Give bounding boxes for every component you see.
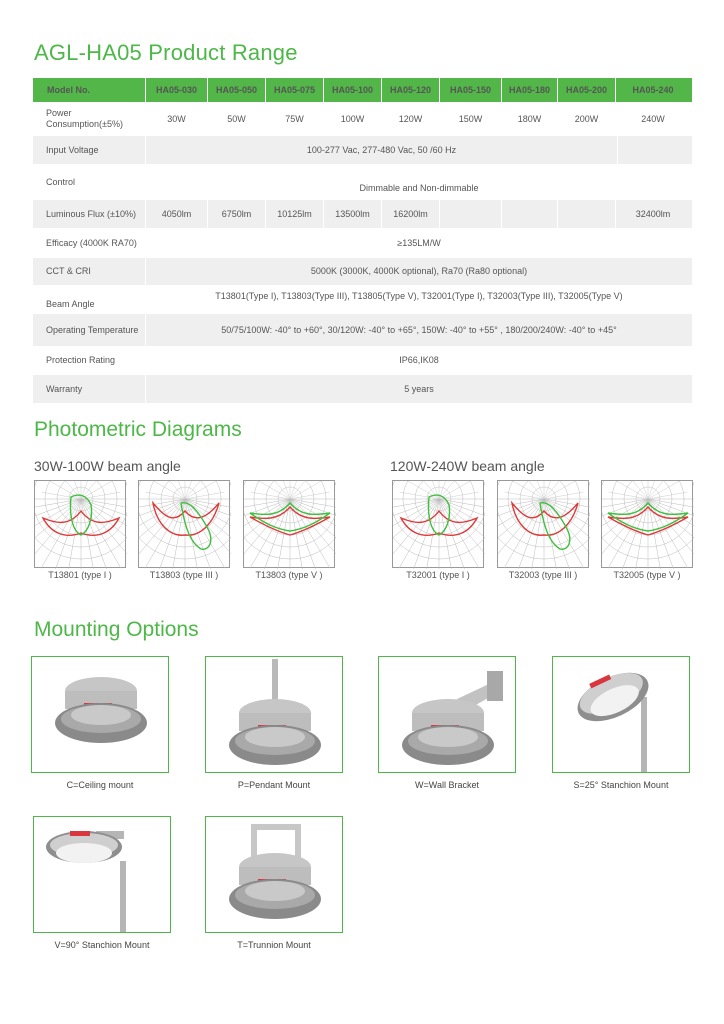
page-title: AGL-HA05 Product Range — [34, 40, 298, 65]
table-cell: 50W — [208, 102, 266, 136]
polar-diagram — [34, 480, 126, 568]
table-row — [33, 102, 692, 136]
mounting-caption: W=Wall Bracket — [415, 780, 479, 790]
table-cell: 120W — [382, 102, 440, 136]
grid-line — [393, 499, 439, 550]
header-cell: HA05-050 — [208, 78, 266, 102]
table-row — [33, 136, 692, 164]
light-fixture-image — [206, 657, 343, 773]
grid-line — [648, 481, 674, 499]
grid-line — [648, 499, 694, 550]
table-row — [33, 285, 692, 314]
grid-line — [81, 481, 116, 499]
table-cell: 6750lm — [208, 200, 266, 228]
grid-line — [35, 499, 81, 560]
grid-line — [46, 481, 81, 499]
grid-line — [290, 481, 325, 499]
table-row — [33, 200, 692, 228]
table-cell: 16200lm — [382, 200, 440, 228]
grid-line — [35, 499, 81, 550]
photometric-title: Photometric Diagrams — [34, 418, 242, 441]
diagram-caption: T13801 (type I ) — [48, 570, 112, 580]
grid-line — [185, 481, 220, 499]
polar-grid — [602, 481, 694, 569]
table-row — [33, 375, 692, 403]
polar-diagram — [138, 480, 230, 568]
grid-line — [393, 499, 439, 560]
grid-line — [602, 499, 648, 550]
polar-grid — [393, 481, 485, 569]
table-cell — [618, 136, 692, 164]
diagram-caption: T32001 (type I ) — [406, 570, 470, 580]
grid-line — [81, 499, 127, 560]
grid-line — [55, 481, 81, 499]
mounting-option-trunnion — [205, 816, 343, 933]
grid-line — [509, 481, 544, 499]
table-cell: 13500lm — [324, 200, 382, 228]
polar-grid — [35, 481, 127, 569]
light-fixture-image — [206, 817, 343, 933]
mounting-caption: P=Pendant Mount — [237, 780, 311, 790]
grid-line — [439, 481, 474, 499]
polar-grid — [139, 481, 231, 569]
row-label: Operating Temperature — [33, 314, 146, 346]
row-label: Protection Rating — [33, 346, 146, 375]
mounting-option-ceiling — [31, 656, 169, 773]
grid-line — [439, 499, 485, 560]
spec-table — [33, 78, 692, 403]
grid-line — [517, 499, 544, 569]
beam-group-title-1: 30W-100W beam angle — [34, 458, 181, 474]
header-cell: HA05-100 — [324, 78, 382, 102]
mounting-option-pendant — [205, 656, 343, 773]
header-cell: Model No. — [33, 78, 146, 102]
grid-line — [518, 481, 544, 499]
table-cell: 30W — [146, 102, 208, 136]
table-header-row — [33, 78, 692, 102]
polar-diagram — [392, 480, 484, 568]
diagram-caption: T13803 (type V ) — [255, 570, 323, 580]
header-cell: HA05-200 — [558, 78, 616, 102]
grid-line — [544, 481, 570, 499]
row-label: Input Voltage — [33, 136, 146, 164]
grid-line — [81, 499, 127, 550]
header-cell: HA05-030 — [146, 78, 208, 102]
diagram-caption: T32005 (type V ) — [613, 570, 681, 580]
grid-line — [622, 481, 648, 499]
table-cell: IP66,IK08 — [399, 355, 439, 366]
row-label: Control — [33, 164, 146, 200]
polar-diagram — [497, 480, 589, 568]
table-row — [33, 258, 692, 285]
diagram-caption: T13803 (type III ) — [149, 570, 219, 580]
grid-line — [404, 481, 439, 499]
table-cell — [440, 200, 502, 228]
grid-line — [158, 499, 185, 569]
polar-diagram — [243, 480, 335, 568]
table-cell: 32400lm — [635, 208, 671, 219]
grid-line — [544, 481, 579, 499]
table-cell: 100W — [324, 102, 382, 136]
polar-grid — [498, 481, 590, 569]
table-row — [33, 314, 692, 346]
grid-line — [290, 499, 336, 550]
grid-line — [185, 481, 211, 499]
polar-grid — [244, 481, 336, 569]
table-row — [33, 346, 692, 375]
grid-line — [139, 499, 185, 560]
table-row — [33, 228, 692, 258]
table-cell: 4050lm — [146, 200, 208, 228]
header-cell: HA05-150 — [440, 78, 502, 102]
header-cell: HA05-240 — [632, 84, 674, 95]
row-label: Warranty — [33, 375, 146, 403]
mounting-caption: T=Trunnion Mount — [237, 940, 311, 950]
grid-line — [150, 481, 185, 499]
mounting-caption: C=Ceiling mount — [66, 780, 134, 790]
light-fixture-image — [553, 657, 690, 773]
light-fixture-image — [34, 817, 171, 933]
mounting-title: Mounting Options — [34, 618, 199, 641]
table-cell: 100-277 Vac, 277-480 Vac, 50 /60 Hz — [146, 136, 618, 164]
polar-diagram — [601, 480, 693, 568]
diagram-caption: T32003 (type III ) — [508, 570, 578, 580]
mounting-option-stanchion90 — [33, 816, 171, 933]
table-cell: 10125lm — [266, 200, 324, 228]
grid-line — [264, 481, 290, 499]
table-cell: 5 years — [404, 383, 434, 394]
grid-line — [439, 499, 485, 550]
header-cell: HA05-120 — [382, 78, 440, 102]
row-label: Beam Angle — [33, 285, 146, 314]
grid-line — [290, 481, 316, 499]
light-fixture-image — [32, 657, 169, 773]
light-fixture-image — [379, 657, 516, 773]
table-cell: 240W — [641, 113, 665, 124]
mounting-caption: V=90° Stanchion Mount — [54, 940, 150, 950]
row-label: Power Consumption(±5%) — [33, 102, 146, 136]
mounting-option-stanchion25 — [552, 656, 690, 773]
grid-line — [413, 481, 439, 499]
grid-line — [244, 499, 290, 550]
table-cell: ≥135LM/W — [397, 237, 441, 248]
grid-line — [498, 499, 544, 560]
table-cell: Dimmable and Non-dimmable — [359, 182, 479, 193]
row-label: Efficacy (4000K RA70) — [33, 228, 146, 258]
grid-line — [159, 481, 185, 499]
grid-line — [648, 481, 683, 499]
row-label: Luminous Flux (±10%) — [33, 200, 146, 228]
mounting-option-wall — [378, 656, 516, 773]
table-row — [33, 164, 692, 200]
table-cell: 200W — [558, 102, 616, 136]
table-cell: T13801(Type I), T13803(Type III), T13805(Type V), T32001(Type I), T32003(Type III), T32005(Type V) — [215, 291, 623, 302]
table-cell: 75W — [266, 102, 324, 136]
grid-line — [613, 481, 648, 499]
header-cell: HA05-075 — [266, 78, 324, 102]
table-cell: 180W — [502, 102, 558, 136]
table-cell — [558, 200, 616, 228]
table-cell: 50/75/100W: -40° to +60°, 30/120W: -40° to +65°, 150W: -40° to +55° , 180/200/240W: -40° to +45° — [221, 324, 617, 335]
mounting-caption: S=25° Stanchion Mount — [573, 780, 669, 790]
table-cell — [502, 200, 558, 228]
row-label: CCT & CRI — [33, 258, 146, 285]
grid-line — [255, 481, 290, 499]
header-cell: HA05-180 — [502, 78, 558, 102]
beam-group-title-2: 120W-240W beam angle — [390, 458, 545, 474]
table-cell: 5000K (3000K, 4000K optional), Ra70 (Ra80 optional) — [310, 266, 528, 277]
table-cell: 150W — [440, 102, 502, 136]
